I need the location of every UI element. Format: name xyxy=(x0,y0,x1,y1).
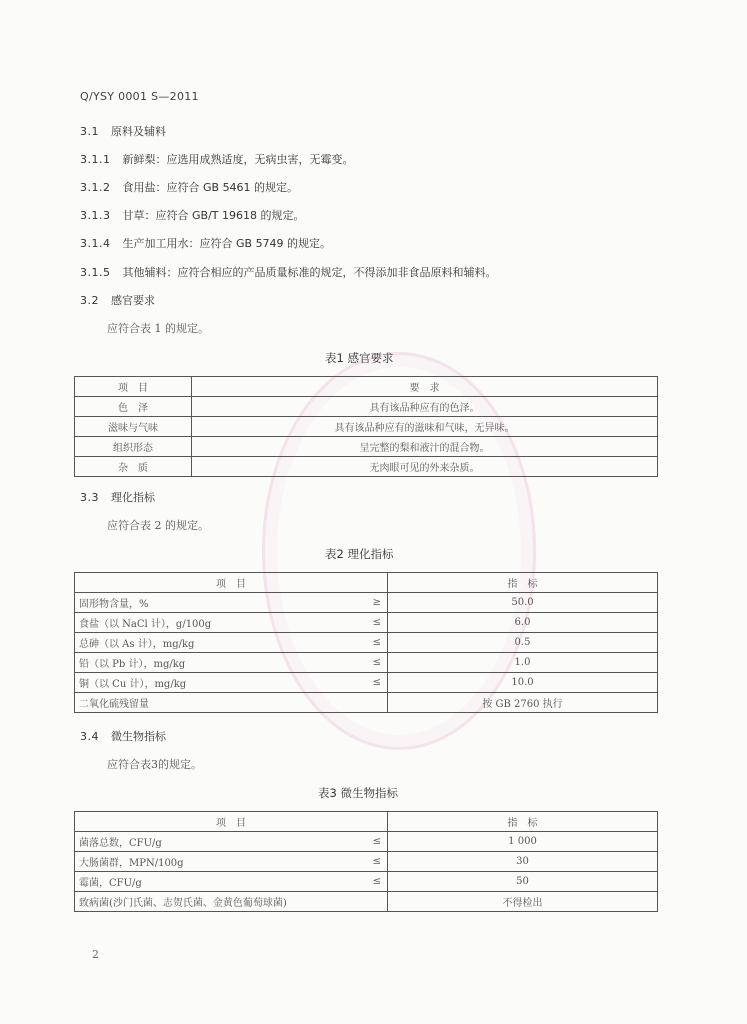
standard-number: Q/YSY 0001 S—2011 xyxy=(80,90,199,103)
table-cell: 6.0 xyxy=(388,613,658,633)
table-header-cell: 项 目 xyxy=(75,812,388,832)
table-cell-symbol: ≤ xyxy=(365,852,388,872)
table-cell: 食盐（以 NaCl 计），g/100g xyxy=(75,613,366,633)
table-cell: 杂 质 xyxy=(75,457,192,477)
table-cell: 50 xyxy=(388,872,658,892)
table-microbial xyxy=(74,811,658,912)
table3-caption: 表3 微生物指标 xyxy=(318,786,398,800)
table-row xyxy=(75,693,658,713)
table-cell: 不得检出 xyxy=(388,892,658,912)
page-number: 2 xyxy=(92,948,99,961)
table-cell: 0.5 xyxy=(388,633,658,653)
table-cell: 具有该品种应有的滋味和气味，无异味。 xyxy=(192,417,658,437)
table-row xyxy=(75,653,658,673)
table-cell-symbol: ≤ xyxy=(365,832,388,852)
table-cell-symbol: ≤ xyxy=(365,613,388,633)
table-cell: 二氧化硫残留量 xyxy=(75,693,366,713)
table-cell-symbol: ≥ xyxy=(365,593,388,613)
table-cell: 1.0 xyxy=(388,653,658,673)
table-header-cell: 项 目 xyxy=(75,377,192,397)
table-cell-symbol: ≤ xyxy=(365,653,388,673)
table-cell: 组织形态 xyxy=(75,437,192,457)
section-3-1-2: 3.1.2 食用盐：应符合 GB 5461 的规定。 xyxy=(80,181,299,194)
table-row xyxy=(75,437,658,457)
paragraph-3-3: 应符合表 2 的规定。 xyxy=(107,519,209,532)
table2-caption: 表2 理化指标 xyxy=(325,547,394,561)
table-cell: 霉菌，CFU/g xyxy=(75,872,366,892)
table-row xyxy=(75,593,658,613)
table-row xyxy=(75,613,658,633)
table-sensory xyxy=(74,376,658,477)
table-header-cell: 指 标 xyxy=(388,573,658,593)
table-row xyxy=(75,397,658,417)
table-cell: 铜（以 Cu 计），mg/kg xyxy=(75,673,366,693)
table-row xyxy=(75,673,658,693)
section-3-1-4: 3.1.4 生产加工用水：应符合 GB 5749 的规定。 xyxy=(80,237,332,250)
section-3-4: 3.4 微生物指标 xyxy=(80,730,166,743)
table-cell-symbol: ≤ xyxy=(365,872,388,892)
table-row xyxy=(75,892,658,912)
table-header-cell: 要 求 xyxy=(192,377,658,397)
table-cell: 致病菌(沙门氏菌、志贺氏菌、金黄色葡萄球菌) xyxy=(75,892,366,912)
section-3-1-3: 3.1.3 甘草：应符合 GB/T 19618 的规定。 xyxy=(80,209,305,222)
paragraph-3-2: 应符合表 1 的规定。 xyxy=(107,322,209,335)
table-cell-symbol xyxy=(365,892,388,912)
table-header-row xyxy=(75,573,658,593)
table-cell: 滋味与气味 xyxy=(75,417,192,437)
table-physicochemical xyxy=(74,572,658,713)
table-row xyxy=(75,852,658,872)
table-row xyxy=(75,417,658,437)
table-header-row xyxy=(75,377,658,397)
table-row xyxy=(75,633,658,653)
table-header-cell: 指 标 xyxy=(388,812,658,832)
table-cell: 总砷（以 As 计），mg/kg xyxy=(75,633,366,653)
table-cell: 无肉眼可见的外来杂质。 xyxy=(192,457,658,477)
table-cell: 具有该品种应有的色泽。 xyxy=(192,397,658,417)
section-3-1: 3.1 原料及辅料 xyxy=(80,125,166,138)
table-cell: 1 000 xyxy=(388,832,658,852)
table-header-row xyxy=(75,812,658,832)
table-row xyxy=(75,457,658,477)
table-cell-symbol: ≤ xyxy=(365,633,388,653)
table1-caption: 表1 感官要求 xyxy=(325,351,394,365)
table-cell-symbol xyxy=(365,693,388,713)
table-cell-symbol: ≤ xyxy=(365,673,388,693)
section-3-2: 3.2 感官要求 xyxy=(80,294,155,307)
paragraph-3-4: 应符合表3的规定。 xyxy=(107,758,202,771)
table-cell: 固形物含量，% xyxy=(75,593,366,613)
table-cell: 呈完整的梨和液汁的混合物。 xyxy=(192,437,658,457)
table-cell: 色 泽 xyxy=(75,397,192,417)
table-cell: 30 xyxy=(388,852,658,872)
table-header-cell: 项 目 xyxy=(75,573,388,593)
section-3-1-5: 3.1.5 其他辅料：应符合相应的产品质量标准的规定，不得添加非食品原料和辅料。 xyxy=(80,266,497,279)
table-cell: 大肠菌群，MPN/100g xyxy=(75,852,366,872)
table-row xyxy=(75,832,658,852)
table-cell: 按 GB 2760 执行 xyxy=(388,693,658,713)
table-cell: 菌落总数，CFU/g xyxy=(75,832,366,852)
table-row xyxy=(75,872,658,892)
section-3-1-1: 3.1.1 新鲜梨：应选用成熟适度，无病虫害，无霉变。 xyxy=(80,153,354,166)
section-3-3: 3.3 理化指标 xyxy=(80,491,155,504)
table-cell: 10.0 xyxy=(388,673,658,693)
table-cell: 50.0 xyxy=(388,593,658,613)
table-cell: 铅（以 Pb 计），mg/kg xyxy=(75,653,366,673)
